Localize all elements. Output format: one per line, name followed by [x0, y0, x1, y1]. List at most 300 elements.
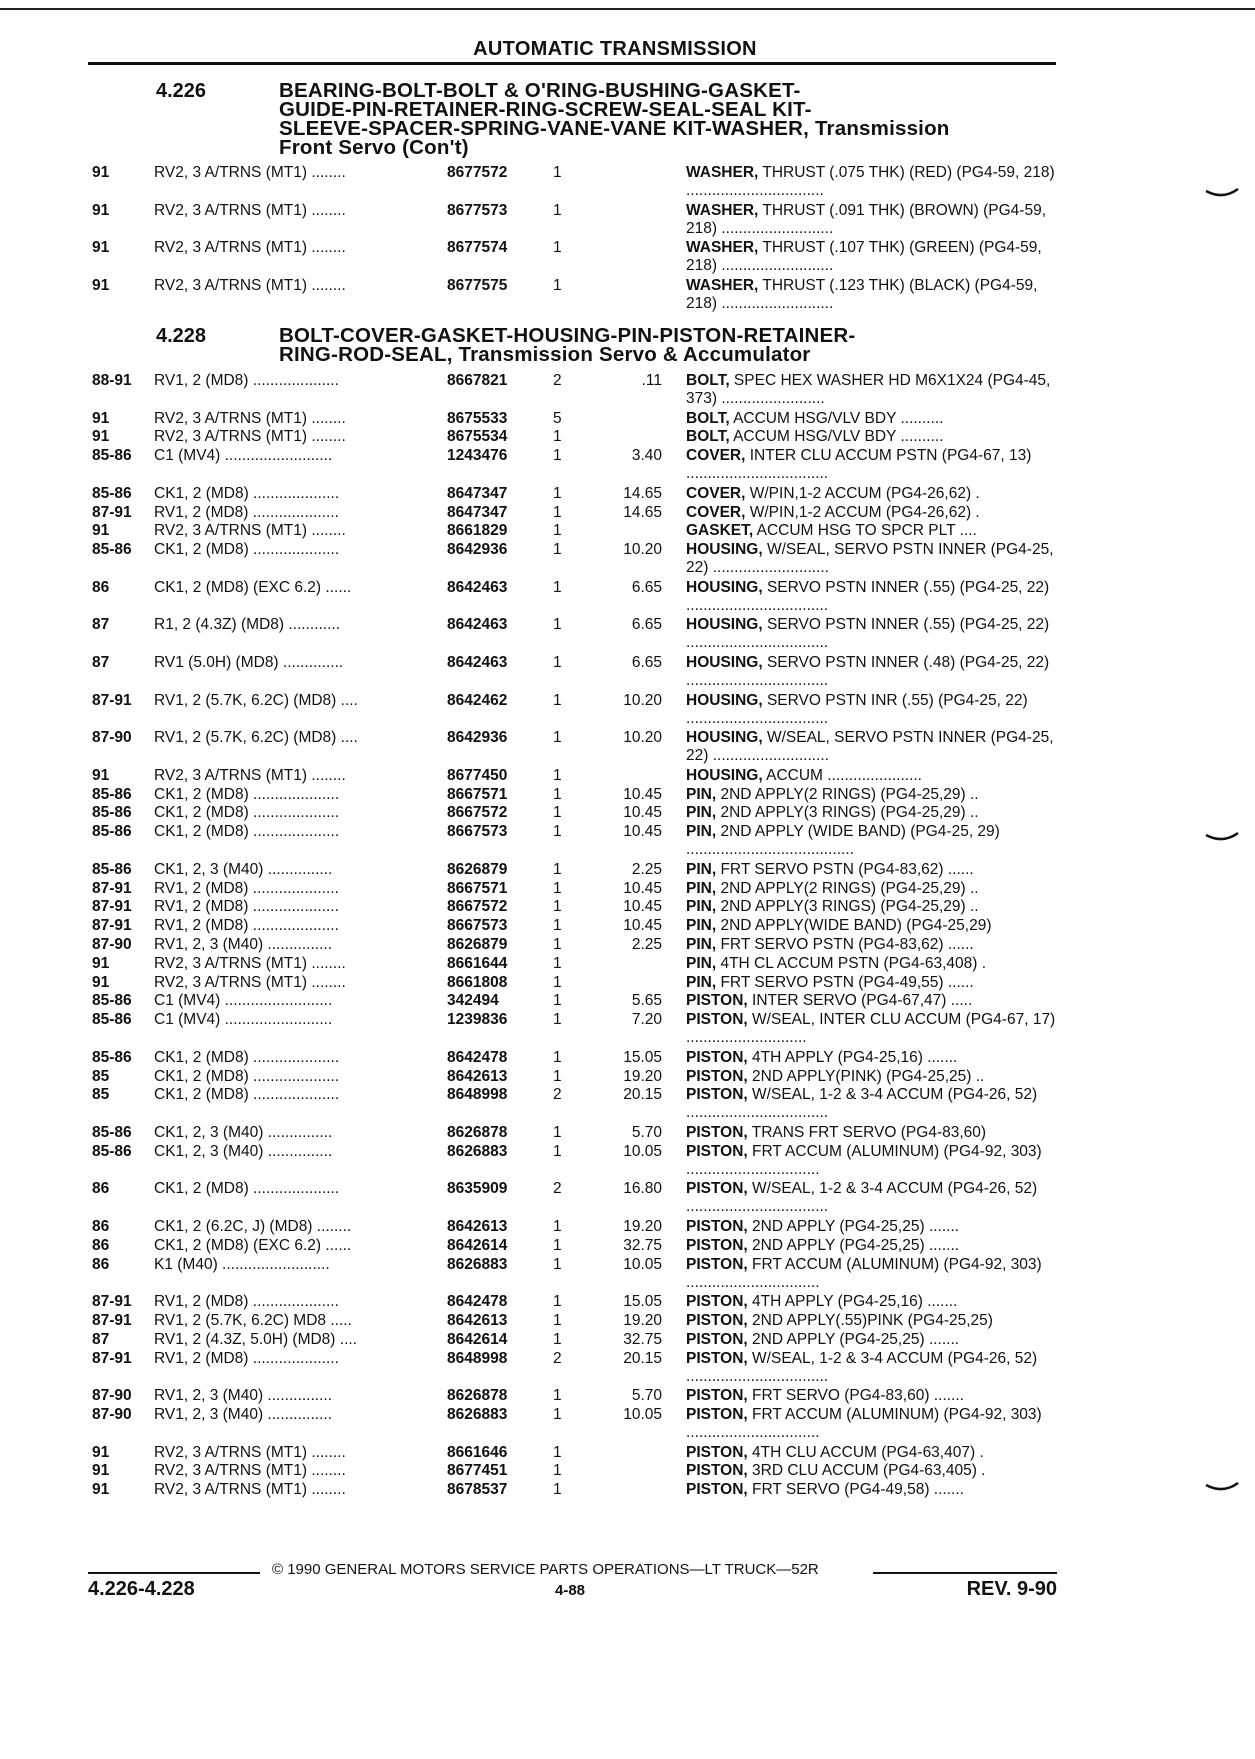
- model-cell: RV1, 2 (4.3Z, 5.0H) (MD8) ....: [154, 1330, 357, 1348]
- part-description: 4TH APPLY (PG4-25,16) .......: [747, 1293, 958, 1311]
- quantity-cell: 1: [553, 1255, 562, 1273]
- part-description: FRT SERVO PSTN (PG4-83,62) ......: [716, 860, 974, 878]
- section-title-line: BOLT-COVER-GASKET-HOUSING-PIN-PISTON-RETAINER-: [279, 324, 856, 347]
- quantity-cell: 5: [553, 409, 562, 427]
- year-cell: 91: [92, 1462, 110, 1480]
- model-cell: RV2, 3 A/TRNS (MT1) ........: [154, 1462, 346, 1480]
- part-name: PISTON,: [686, 1048, 748, 1066]
- part-description: FRT SERVO PSTN (PG4-83,62) ......: [716, 936, 974, 953]
- price-cell: 5.70: [631, 1124, 662, 1141]
- quantity-cell: 1: [553, 766, 562, 784]
- quantity-cell: 1: [553, 616, 562, 634]
- price-cell: 10.45: [623, 785, 662, 803]
- price-cell: .11: [641, 372, 662, 389]
- part-description: 2ND APPLY(2 RINGS) (PG4-25,29) ..: [716, 879, 979, 897]
- model-cell: RV1, 2 (MD8) ....................: [154, 503, 339, 521]
- year-cell: 85-86: [92, 804, 132, 822]
- footer-rule: [88, 1572, 260, 1574]
- part-name: PISTON,: [686, 1443, 748, 1461]
- model-cell: RV1, 2 (MD8) ....................: [154, 1349, 339, 1367]
- model-cell: CK1, 2, 3 (M40) ...............: [154, 860, 333, 878]
- year-cell: 87-90: [92, 729, 132, 747]
- description-cell: [686, 1049, 1058, 1067]
- part-name: PISTON,: [686, 1011, 748, 1029]
- part-name: PISTON,: [686, 1349, 748, 1367]
- binder-mark-icon: [1205, 832, 1239, 842]
- part-description: INTER CLU ACCUM PSTN (PG4-67, 13) .................................: [686, 447, 1032, 483]
- part-description: 2ND APPLY(PINK) (PG4-25,25) ..: [747, 1067, 985, 1085]
- part-name: HOUSING,: [686, 691, 763, 709]
- part-description: FRT ACCUM (ALUMINUM) (PG4-92, 303) ...............................: [686, 1255, 1042, 1291]
- part-name: PISTON,: [686, 1255, 748, 1273]
- description-cell: [686, 1481, 1058, 1499]
- year-cell: 85: [92, 1067, 110, 1085]
- model-cell: CK1, 2 (MD8) ....................: [154, 1086, 340, 1104]
- part-description: 4TH CL ACCUM PSTN (PG4-63,408) .: [716, 954, 987, 972]
- description-cell: [686, 729, 1058, 765]
- quantity-cell: 1: [553, 1142, 562, 1160]
- section-number: 4.226: [156, 80, 207, 102]
- description-cell: [686, 974, 1058, 992]
- quantity-cell: 1: [553, 1048, 562, 1066]
- part-number-cell: 8626883: [447, 1142, 508, 1160]
- year-cell: 85-86: [92, 823, 132, 841]
- model-cell: CK1, 2 (MD8) ....................: [154, 785, 340, 803]
- description-cell: [686, 485, 1058, 503]
- part-number-cell: 8642936: [447, 541, 508, 559]
- part-name: PIN,: [686, 879, 717, 897]
- model-cell: C1 (MV4) .........................: [154, 447, 333, 465]
- year-cell: 85-86: [92, 1124, 132, 1141]
- part-name: PISTON,: [686, 1293, 748, 1311]
- year-cell: 87-91: [92, 917, 132, 935]
- model-cell: RV1, 2 (MD8) ....................: [154, 1293, 339, 1311]
- part-description: 4TH CLU ACCUM (PG4-63,407) .: [747, 1443, 984, 1461]
- part-name: PISTON,: [686, 1481, 748, 1499]
- year-cell: 91: [92, 428, 110, 446]
- quantity-cell: 1: [553, 860, 562, 878]
- description-cell: [686, 277, 1058, 313]
- quantity-cell: 1: [553, 1293, 562, 1311]
- year-cell: 85-86: [92, 1048, 132, 1066]
- part-description: FRT SERVO (PG4-83,60) .......: [747, 1387, 964, 1405]
- year-cell: 91: [92, 766, 110, 784]
- part-number-cell: 8678537: [447, 1481, 508, 1499]
- part-number-cell: 8626879: [447, 936, 508, 953]
- model-cell: CK1, 2 (MD8) (EXC 6.2) ......: [154, 1236, 352, 1254]
- part-number-cell: 8677450: [447, 766, 508, 784]
- part-name: HOUSING,: [686, 578, 763, 596]
- price-cell: 2.25: [631, 936, 662, 953]
- part-description: W/SEAL, 1-2 & 3-4 ACCUM (PG4-26, 52) .................................: [686, 1349, 1038, 1385]
- model-cell: C1 (MV4) .........................: [154, 1011, 333, 1029]
- part-number-cell: 8647347: [447, 484, 508, 502]
- part-description: W/SEAL, 1-2 & 3-4 ACCUM (PG4-26, 52) .................................: [686, 1086, 1038, 1122]
- part-number-cell: 8667573: [447, 917, 508, 935]
- part-number-cell: 8648998: [447, 1349, 508, 1367]
- year-cell: 85-86: [92, 541, 132, 559]
- price-cell: 20.15: [623, 1086, 662, 1104]
- part-name: PISTON,: [686, 992, 748, 1010]
- part-number-cell: 8626883: [447, 1255, 508, 1273]
- part-number-cell: 8642463: [447, 616, 508, 634]
- quantity-cell: 1: [553, 823, 562, 841]
- year-cell: 87-91: [92, 879, 132, 897]
- part-description: ACCUM HSG TO SPCR PLT ....: [753, 522, 977, 540]
- part-description: FRT ACCUM (ALUMINUM) (PG4-92, 303) ...............................: [686, 1142, 1042, 1178]
- part-name: PISTON,: [686, 1330, 748, 1348]
- part-name: PIN,: [686, 860, 717, 878]
- price-cell: 14.65: [623, 503, 662, 521]
- quantity-cell: 1: [553, 917, 562, 935]
- model-cell: CK1, 2 (MD8) ....................: [154, 1180, 340, 1198]
- part-number-cell: 8642463: [447, 654, 508, 671]
- price-cell: 6.65: [631, 616, 662, 634]
- quantity-cell: 1: [553, 1481, 562, 1499]
- model-cell: CK1, 2, 3 (M40) ...............: [154, 1142, 333, 1160]
- part-name: PISTON,: [686, 1406, 748, 1423]
- quantity-cell: 1: [553, 973, 562, 991]
- quantity-cell: 1: [553, 276, 562, 294]
- model-cell: RV1, 2, 3 (M40) ...............: [154, 1406, 333, 1423]
- part-name: PISTON,: [686, 1462, 748, 1480]
- year-cell: 91: [92, 409, 110, 427]
- part-number-cell: 8642478: [447, 1293, 508, 1311]
- description-cell: [686, 804, 1058, 822]
- description-cell: [686, 428, 1058, 446]
- part-number-cell: 8677572: [447, 164, 508, 181]
- price-cell: 32.75: [623, 1236, 662, 1254]
- part-description: THRUST (.107 THK) (GREEN) (PG4-59, 218) ..........................: [686, 239, 1042, 275]
- year-cell: 87: [92, 616, 110, 634]
- section-title-line: Front Servo (Con't): [279, 136, 469, 159]
- part-number-cell: 8642614: [447, 1236, 508, 1254]
- part-number-cell: 8667571: [447, 785, 508, 803]
- price-cell: 10.20: [623, 541, 662, 559]
- section-title: [279, 81, 1059, 157]
- model-cell: RV2, 3 A/TRNS (MT1) ........: [154, 522, 346, 540]
- part-name: PISTON,: [686, 1218, 748, 1235]
- part-description: 2ND APPLY (PG4-25,25) .......: [747, 1236, 960, 1254]
- model-cell: CK1, 2 (MD8) ....................: [154, 484, 340, 502]
- part-number-cell: 8661808: [447, 973, 508, 991]
- part-name: PIN,: [686, 804, 717, 822]
- year-cell: 85-86: [92, 1142, 132, 1160]
- price-cell: 6.65: [631, 654, 662, 671]
- part-name: HOUSING,: [686, 766, 763, 784]
- model-cell: C1 (MV4) .........................: [154, 992, 333, 1010]
- description-cell: [686, 1237, 1058, 1255]
- quantity-cell: 1: [553, 503, 562, 521]
- description-cell: [686, 447, 1058, 483]
- part-description: FRT SERVO (PG4-49,58) .......: [747, 1481, 964, 1499]
- year-cell: 91: [92, 1481, 110, 1499]
- quantity-cell: 1: [553, 1218, 562, 1235]
- quantity-cell: 1: [553, 484, 562, 502]
- year-cell: 85-86: [92, 992, 132, 1010]
- description-cell: [686, 955, 1058, 973]
- part-number-cell: 1243476: [447, 447, 508, 465]
- part-description: 2ND APPLY(3 RINGS) (PG4-25,29) ..: [716, 898, 979, 916]
- description-cell: [686, 1462, 1058, 1480]
- description-cell: [686, 1312, 1058, 1330]
- part-name: COVER,: [686, 484, 746, 502]
- part-name: PIN,: [686, 917, 717, 935]
- model-cell: RV1, 2, 3 (M40) ...............: [154, 936, 333, 953]
- price-cell: 10.05: [623, 1142, 662, 1160]
- quantity-cell: 1: [553, 654, 562, 671]
- footer-page-number: 4-88: [554, 1582, 586, 1599]
- quantity-cell: 1: [553, 898, 562, 916]
- price-cell: 19.20: [623, 1067, 662, 1085]
- part-description: 2ND APPLY (PG4-25,25) .......: [747, 1218, 960, 1235]
- model-cell: RV1, 2, 3 (M40) ...............: [154, 1387, 333, 1405]
- part-number-cell: 8642613: [447, 1067, 508, 1085]
- page-header-title: AUTOMATIC TRANSMISSION: [473, 38, 757, 60]
- part-number-cell: 8626878: [447, 1387, 508, 1405]
- model-cell: CK1, 2 (MD8) ....................: [154, 1048, 340, 1066]
- part-description: 2ND APPLY (PG4-25,25) .......: [747, 1330, 960, 1348]
- part-name: PISTON,: [686, 1387, 748, 1405]
- part-name: PISTON,: [686, 1142, 748, 1160]
- price-cell: 10.05: [623, 1406, 662, 1423]
- description-cell: [686, 1068, 1058, 1086]
- year-cell: 85-86: [92, 1011, 132, 1029]
- description-cell: [686, 202, 1058, 238]
- part-description: 2ND APPLY(2 RINGS) (PG4-25,29) ..: [716, 785, 979, 803]
- part-number-cell: 8642463: [447, 578, 508, 596]
- model-cell: RV2, 3 A/TRNS (MT1) ........: [154, 276, 346, 294]
- part-description: THRUST (.123 THK) (BLACK) (PG4-59, 218) ..........................: [686, 276, 1038, 312]
- part-name: PISTON,: [686, 1236, 748, 1254]
- year-cell: 85-86: [92, 484, 132, 502]
- part-description: SERVO PSTN INNER (.55) (PG4-25, 22) .................................: [686, 578, 1050, 614]
- model-cell: CK1, 2 (MD8) ....................: [154, 804, 340, 822]
- description-cell: [686, 164, 1058, 200]
- description-cell: [686, 1331, 1058, 1349]
- quantity-cell: 1: [553, 1124, 562, 1141]
- price-cell: 10.45: [623, 898, 662, 916]
- part-description: 2ND APPLY(WIDE BAND) (PG4-25,29): [716, 917, 992, 935]
- price-cell: 2.25: [631, 860, 662, 878]
- part-number-cell: 8677573: [447, 201, 508, 219]
- description-cell: [686, 898, 1058, 916]
- description-cell: [686, 541, 1058, 577]
- year-cell: 87-91: [92, 1349, 132, 1367]
- model-cell: RV2, 3 A/TRNS (MT1) ........: [154, 1443, 346, 1461]
- part-name: PISTON,: [686, 1312, 748, 1329]
- price-cell: 10.05: [623, 1255, 662, 1273]
- part-description: W/SEAL, INTER CLU ACCUM (PG4-67, 17) ............................: [686, 1011, 1056, 1047]
- quantity-cell: 1: [553, 164, 562, 181]
- year-cell: 88-91: [92, 372, 132, 389]
- quantity-cell: 1: [553, 1443, 562, 1461]
- footer-revision: REV. 9-90: [966, 1578, 1057, 1600]
- binder-mark-icon: [1205, 1482, 1239, 1492]
- quantity-cell: 1: [553, 804, 562, 822]
- part-number-cell: 8661829: [447, 522, 508, 540]
- part-number-cell: 8661646: [447, 1443, 508, 1461]
- part-description: INTER SERVO (PG4-67,47) .....: [747, 992, 973, 1010]
- part-name: PISTON,: [686, 1124, 748, 1141]
- description-cell: [686, 1256, 1058, 1292]
- part-description: SPEC HEX WASHER HD M6X1X24 (PG4-45, 373) ........................: [686, 372, 1051, 407]
- quantity-cell: 1: [553, 1236, 562, 1254]
- part-number-cell: 8667821: [447, 372, 508, 389]
- part-name: PIN,: [686, 898, 717, 916]
- quantity-cell: 1: [553, 239, 562, 257]
- model-cell: CK1, 2, 3 (M40) ...............: [154, 1124, 333, 1141]
- quantity-cell: 1: [553, 1387, 562, 1405]
- part-number-cell: 1239836: [447, 1011, 508, 1029]
- part-number-cell: 8667572: [447, 804, 508, 822]
- model-cell: CK1, 2 (MD8) ....................: [154, 541, 340, 559]
- part-description: W/SEAL, 1-2 & 3-4 ACCUM (PG4-26, 52) .................................: [686, 1180, 1038, 1216]
- part-number-cell: 8642613: [447, 1218, 508, 1235]
- part-description: W/PIN,1-2 ACCUM (PG4-26,62) .: [745, 484, 980, 502]
- year-cell: 86: [92, 1180, 110, 1198]
- quantity-cell: 1: [553, 1011, 562, 1029]
- year-cell: 91: [92, 164, 110, 181]
- quantity-cell: 1: [553, 201, 562, 219]
- description-cell: [686, 1011, 1058, 1047]
- part-name: BOLT,: [686, 409, 730, 427]
- part-name: PISTON,: [686, 1086, 748, 1104]
- part-number-cell: 8626883: [447, 1406, 508, 1423]
- quantity-cell: 1: [553, 1312, 562, 1329]
- model-cell: CK1, 2 (MD8) ....................: [154, 823, 340, 841]
- quantity-cell: 1: [553, 1067, 562, 1085]
- description-cell: [686, 654, 1058, 690]
- part-description: TRANS FRT SERVO (PG4-83,60): [747, 1124, 987, 1141]
- top-rule: [0, 8, 1255, 10]
- model-cell: RV2, 3 A/TRNS (MT1) ........: [154, 164, 346, 181]
- quantity-cell: 1: [553, 1406, 562, 1423]
- year-cell: 87-91: [92, 1312, 132, 1329]
- quantity-cell: 2: [553, 1349, 562, 1367]
- year-cell: 85-86: [92, 447, 132, 465]
- part-number-cell: 8667571: [447, 879, 508, 897]
- description-cell: [686, 786, 1058, 804]
- part-description: ACCUM HSG/VLV BDY ..........: [729, 428, 944, 446]
- part-description: THRUST (.091 THK) (BROWN) (PG4-59, 218) ..........................: [686, 201, 1047, 237]
- year-cell: 91: [92, 276, 110, 294]
- year-cell: 85: [92, 1086, 110, 1104]
- part-number-cell: 8677575: [447, 276, 508, 294]
- binder-mark-icon: [1205, 188, 1239, 198]
- part-description: 3RD CLU ACCUM (PG4-63,405) .: [747, 1462, 986, 1480]
- quantity-cell: 2: [553, 372, 562, 389]
- part-number-cell: 8642936: [447, 729, 508, 747]
- part-number-cell: 8635909: [447, 1180, 508, 1198]
- model-cell: R1, 2 (4.3Z) (MD8) ............: [154, 616, 341, 634]
- quantity-cell: 1: [553, 879, 562, 897]
- part-name: COVER,: [686, 503, 746, 521]
- description-cell: [686, 579, 1058, 615]
- part-name: HOUSING,: [686, 616, 763, 634]
- part-name: GASKET,: [686, 522, 754, 540]
- description-cell: [686, 616, 1058, 652]
- model-cell: CK1, 2 (MD8) (EXC 6.2) ......: [154, 578, 352, 596]
- description-cell: [686, 992, 1058, 1010]
- year-cell: 87-91: [92, 691, 132, 709]
- year-cell: 87-90: [92, 1387, 132, 1405]
- description-cell: [686, 861, 1058, 879]
- quantity-cell: 1: [553, 541, 562, 559]
- model-cell: RV2, 3 A/TRNS (MT1) ........: [154, 1481, 346, 1499]
- price-cell: 6.65: [631, 578, 662, 596]
- model-cell: RV1, 2 (5.7K, 6.2C) (MD8) ....: [154, 691, 358, 709]
- quantity-cell: 1: [553, 522, 562, 540]
- year-cell: 91: [92, 973, 110, 991]
- section-number: 4.228: [156, 325, 207, 347]
- description-cell: [686, 692, 1058, 728]
- price-cell: 14.65: [623, 484, 662, 502]
- part-description: W/PIN,1-2 ACCUM (PG4-26,62) .: [745, 503, 980, 521]
- footer-rule: [873, 1572, 1057, 1574]
- year-cell: 85-86: [92, 860, 132, 878]
- description-cell: [686, 522, 1058, 540]
- description-cell: [686, 1350, 1058, 1386]
- description-cell: [686, 1444, 1058, 1462]
- part-number-cell: 8642478: [447, 1048, 508, 1066]
- model-cell: RV2, 3 A/TRNS (MT1) ........: [154, 201, 346, 219]
- year-cell: 87: [92, 1330, 110, 1348]
- part-name: PIN,: [686, 936, 717, 953]
- part-number-cell: 342494: [447, 992, 499, 1010]
- part-name: HOUSING,: [686, 729, 763, 747]
- year-cell: 91: [92, 1443, 110, 1461]
- description-cell: [686, 917, 1058, 935]
- model-cell: RV2, 3 A/TRNS (MT1) ........: [154, 973, 346, 991]
- part-number-cell: 8675533: [447, 409, 508, 427]
- price-cell: 32.75: [623, 1330, 662, 1348]
- part-name: PISTON,: [686, 1067, 748, 1085]
- model-cell: K1 (M40) .........................: [154, 1255, 330, 1273]
- part-name: BOLT,: [686, 428, 730, 446]
- description-cell: [686, 1293, 1058, 1311]
- part-description: THRUST (.075 THK) (RED) (PG4-59, 218) ................................: [686, 164, 1055, 199]
- description-cell: [686, 1387, 1058, 1405]
- year-cell: 87-91: [92, 503, 132, 521]
- footer-copyright: © 1990 GENERAL MOTORS SERVICE PARTS OPERATIONS—LT TRUCK—52R: [272, 1561, 819, 1578]
- year-cell: 87-90: [92, 1406, 132, 1423]
- part-description: 2ND APPLY(3 RINGS) (PG4-25,29) ..: [716, 804, 979, 822]
- part-number-cell: 8675534: [447, 428, 508, 446]
- section-title-line: BEARING-BOLT-BOLT & O'RING-BUSHING-GASKET-: [279, 79, 801, 102]
- model-cell: RV2, 3 A/TRNS (MT1) ........: [154, 239, 346, 257]
- year-cell: 86: [92, 1255, 110, 1273]
- part-description: FRT ACCUM (ALUMINUM) (PG4-92, 303) ...............................: [686, 1406, 1042, 1441]
- part-name: COVER,: [686, 447, 746, 465]
- part-name: WASHER,: [686, 164, 759, 181]
- part-name: HOUSING,: [686, 541, 763, 559]
- description-cell: [686, 1218, 1058, 1236]
- part-name: PIN,: [686, 785, 717, 803]
- price-cell: 3.40: [631, 447, 662, 465]
- price-cell: 10.20: [623, 729, 662, 747]
- part-number-cell: 8626878: [447, 1124, 508, 1141]
- description-cell: [686, 239, 1058, 275]
- section-title-line: RING-ROD-SEAL, Transmission Servo & Accumulator: [279, 343, 811, 366]
- header-rule: [88, 62, 1056, 65]
- part-name: WASHER,: [686, 201, 759, 219]
- model-cell: RV1, 2 (MD8) ....................: [154, 372, 339, 389]
- price-cell: 10.20: [623, 691, 662, 709]
- price-cell: 10.45: [623, 879, 662, 897]
- part-number-cell: 8647347: [447, 503, 508, 521]
- price-cell: 5.70: [631, 1387, 662, 1405]
